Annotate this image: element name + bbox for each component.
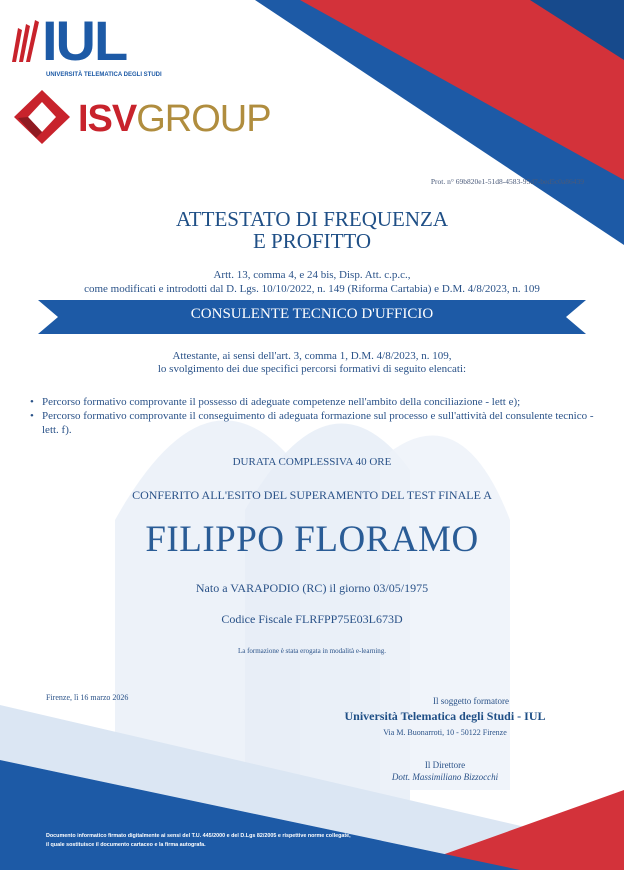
provider-address: Via M. Buonarroti, 10 - 50122 Firenze xyxy=(383,728,507,737)
recipient-birth: Nato a VARAPODIO (RC) il giorno 03/05/1975 xyxy=(195,581,429,595)
isv-wordmark-isv: ISV xyxy=(78,98,137,140)
legal-reference-line-2: come modificati e introdotti dal D. Lgs. 10/10/2022, n. 149 (Riforma Cartabia) e D.M. 4/8/2023, n. 109 xyxy=(84,283,540,295)
provider-label: Il soggetto formatore xyxy=(433,696,509,706)
iul-logo xyxy=(10,9,162,80)
certificate-title xyxy=(0,208,624,252)
digital-signature-note xyxy=(46,832,506,850)
protocol-number: Prot. n° 69b820e1-51d8-4583-95d7-bed5c0a86439 xyxy=(430,177,584,186)
iul-emblem-icon xyxy=(10,18,44,64)
legal-references xyxy=(0,268,624,296)
isv-emblem-icon xyxy=(12,88,72,146)
title-line-1: ATTESTATO DI FREQUENZA xyxy=(175,207,449,231)
attestation-line-1: Attestante, ai sensi dell'art. 3, comma 1, D.M. 4/8/2023, n. 109, xyxy=(172,350,452,362)
iul-wordmark: IUL xyxy=(42,9,127,72)
course-item: • Percorso formativo comprovante il conseguimento di adeguata formazione sul processo e sull'attività del consulente tecnico - lett. f). xyxy=(30,409,600,437)
title-line-2: E PROFITTO xyxy=(252,229,372,253)
conferred-statement: CONFERITO ALL'ESITO DEL SUPERAMENTO DEL TEST FINALE A xyxy=(132,488,492,502)
director-name: Dott. Massimiliano Bizzocchi xyxy=(391,772,499,782)
place-and-date: Firenze, lì 16 marzo 2026 xyxy=(46,693,129,702)
legal-reference-line-1: Artt. 13, comma 4, e 24 bis, Disp. Att. c.p.c., xyxy=(213,269,411,281)
iul-subtitle: UNIVERSITÀ TELEMATICA DEGLI STUDI xyxy=(46,72,162,78)
footer-line-1: Documento informatico firmato digitalmente ai sensi del T.U. 445/2000 e del D.Lgs 82/2005 e rispettive norme collegate, xyxy=(46,833,351,839)
course-item: • Percorso formativo comprovante il possesso di adeguate competenze nell'ambito della conciliazione - lett e); xyxy=(30,395,600,409)
director-label: Il Direttore xyxy=(424,760,466,770)
attestation-line-2: lo svolgimento dei due specifici percorsi formativi di seguito elencati: xyxy=(157,363,467,375)
isv-group-logo xyxy=(12,88,272,148)
isv-wordmark xyxy=(78,98,271,141)
elearning-note: La formazione è stata erogata in modalità e-learning. xyxy=(237,647,387,655)
recipient-name: FILIPPO FLORAMO xyxy=(145,519,479,560)
profession-banner-text: CONSULENTE TECNICO D'UFFICIO xyxy=(190,306,434,322)
course-list xyxy=(30,395,600,437)
footer-line-2: il quale sostituisce il documento cartaceo e la firma autografa. xyxy=(46,842,206,848)
isv-wordmark-group: GROUP xyxy=(136,98,271,140)
recipient-tax-code: Codice Fiscale FLRFPP75E03L673D xyxy=(221,612,403,626)
course-duration: DURATA COMPLESSIVA 40 ORE xyxy=(232,456,392,468)
attestation-text xyxy=(0,350,624,376)
provider-name: Università Telematica degli Studi - IUL xyxy=(344,709,546,723)
